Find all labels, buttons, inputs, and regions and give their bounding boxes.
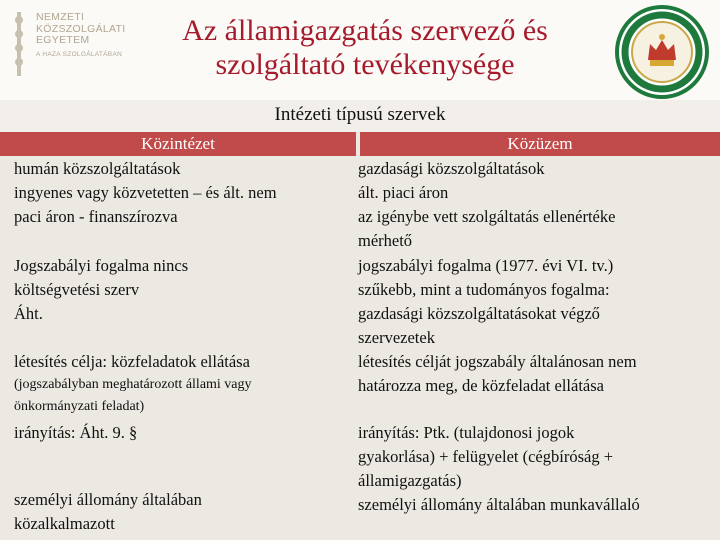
left-text-line: Áht.	[14, 304, 43, 323]
right-text-line: az igénybe vett szolgáltatás ellenértéke	[358, 207, 616, 226]
logo-line-1: NEMZETI	[36, 11, 85, 23]
right-text-line: irányítás: Ptk. (tulajdonosi jogok	[358, 423, 575, 442]
slide-header	[0, 0, 720, 100]
right-text-line: határozza meg, de közfeladat ellátása	[358, 376, 604, 395]
right-text-line: létesítés célját jogszabály általánosan nem	[358, 352, 637, 371]
right-text-line: szervezetek	[358, 328, 435, 347]
right-text-line: jogszabályi fogalma (1977. évi VI. tv.)	[358, 256, 614, 275]
left-text-line: irányítás: Áht. 9. §	[14, 423, 138, 442]
logo-line-3: EGYETEM	[36, 34, 90, 46]
university-seal-icon	[614, 4, 710, 100]
left-text-line: költségvetési szerv	[14, 280, 140, 299]
right-text-line: államigazgatás)	[358, 471, 462, 490]
left-text-line: humán közszolgáltatások	[14, 159, 181, 178]
right-text-line: szűkebb, mint a tudományos fogalma:	[358, 280, 610, 299]
title-line-1: Az államigazgatás szervező és	[182, 14, 548, 47]
slide-subtitle: Intézeti típusú szervek	[274, 104, 446, 125]
comparison-table	[0, 132, 720, 540]
right-text-line: gazdasági közszolgáltatásokat végző	[358, 304, 600, 323]
left-text-line: létesítés célja: közfeladatok ellátása	[14, 352, 250, 371]
left-note-line: (jogszabályban meghatározott állami vagy	[14, 377, 252, 392]
right-text-line: gazdasági közszolgáltatások	[358, 159, 545, 178]
left-text-line: közalkalmazott	[14, 514, 115, 533]
logo-line-2: KÖZSZOLGÁLATI	[36, 22, 126, 35]
left-text-line: Jogszabályi fogalma nincs	[14, 256, 189, 275]
column-header-kozintezet: Közintézet	[0, 132, 356, 156]
right-text-line: mérhető	[358, 231, 413, 250]
left-text-line: személyi állomány általában	[14, 490, 202, 509]
logo-mark-icon	[12, 12, 26, 76]
right-text-line: gyakorlása) + felügyelet (cégbíróság +	[358, 447, 614, 466]
left-note-line: önkormányzati feladat)	[14, 399, 145, 414]
column-header-kozuzem: Közüzem	[360, 132, 720, 156]
right-text-line: ált. piaci áron	[358, 183, 449, 202]
university-logo	[12, 12, 132, 82]
slide-title	[130, 14, 600, 82]
right-text-line: személyi állomány általában munkavállaló	[358, 495, 640, 514]
left-text-line: paci áron - finanszírozva	[14, 207, 178, 226]
title-line-2: szolgáltató tevékenysége	[215, 48, 515, 81]
logo-tagline: A HAZA SZOLGÁLATÁBAN	[36, 50, 123, 58]
left-text-line: ingyenes vagy közvetetten – és ált. nem	[14, 183, 277, 202]
